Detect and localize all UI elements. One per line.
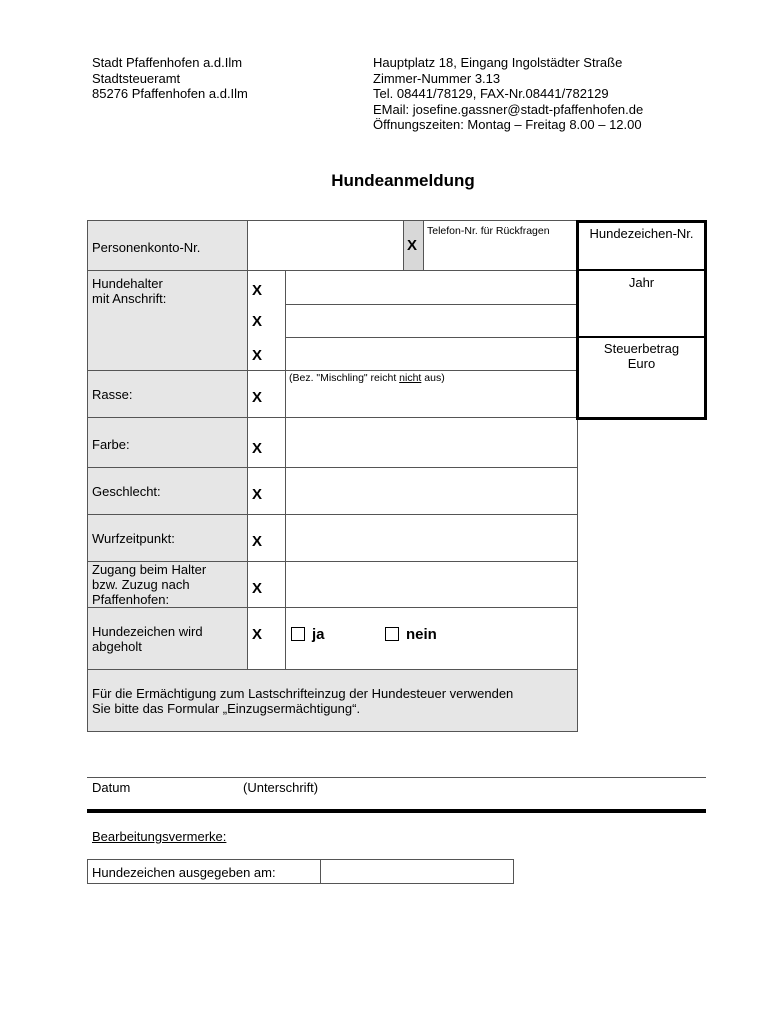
office-address: Hauptplatz 18, Eingang Ingolstädter Straße [373,55,623,70]
sender-department: Stadtsteueramt [92,70,181,86]
lastschrift-line2: Sie bitte das Formular „Einzugsermächtigung“. [92,701,361,716]
separator [87,809,706,813]
office-hours: Öffnungszeiten: Montag – Freitag 8.00 – 12.00 [373,117,642,133]
abgeholt-label-line1: Hundezeichen wird [92,624,203,639]
personenkonto-field[interactable] [248,221,403,270]
geschlecht-field[interactable] [286,468,577,514]
lastschrift-text [92,686,513,716]
datum-label: Datum [92,780,131,795]
sender-address [92,55,248,102]
zugang-field[interactable] [286,562,577,607]
rasse-label: Rasse: [92,387,133,402]
ja-label: ja [312,626,325,643]
office-room: Zimmer-Nummer 3.13 [373,70,501,86]
required-mark: X [252,486,263,503]
sender-city: 85276 Pfaffenhofen a.d.Ilm [92,86,248,102]
required-mark: X [252,440,263,457]
halter-label-line2: mit Anschrift: [92,291,167,306]
zugang-label-line1: Zugang beim Halter [92,562,207,577]
nein-checkbox[interactable] [385,627,399,641]
required-mark: X [252,626,263,643]
divider [87,370,578,371]
jahr-label: Jahr [628,275,655,290]
divider [87,607,578,608]
rasse-hint-suffix: aus) [421,372,445,384]
required-mark: X [252,533,263,550]
office-use-box [576,220,707,420]
divider [87,669,578,670]
zugang-label [92,562,206,607]
steuerbetrag-label [579,341,704,371]
bearbeitung-heading: Bearbeitungsvermerke: [92,829,227,844]
required-mark: X [252,347,263,364]
steuerbetrag-label-line1: Steuerbetrag [603,341,680,356]
office-info [373,55,643,133]
halter-label-line1: Hundehalter [92,276,163,291]
steuerbetrag-label-line2: Euro [627,356,656,371]
wurfzeitpunkt-field[interactable] [286,515,577,561]
hundezeichen-nr-label: Hundezeichen-Nr. [589,226,694,241]
divider [247,220,248,669]
divider [403,220,404,271]
farbe-label: Farbe: [92,437,130,452]
halter-label [92,276,166,306]
ausgegeben-label: Hundezeichen ausgegeben am: [92,865,276,880]
rasse-hint-prefix: (Bez. "Mischling" reicht [289,372,400,384]
divider [579,336,704,338]
farbe-field[interactable] [286,418,577,467]
rasse-hint-emphasis: nicht [399,372,422,384]
abgeholt-label [92,624,203,654]
telefon-label: Telefon-Nr. für Rückfragen [427,225,550,237]
halter-city-field[interactable] [286,338,577,370]
zugang-label-line3: Pfaffenhofen: [92,592,170,607]
geschlecht-label: Geschlecht: [92,484,161,499]
abgeholt-label-line2: abgeholt [92,639,142,654]
office-email: EMail: josefine.gassner@stadt-pfaffenhofen.de [373,101,644,117]
signature-line [87,777,706,778]
halter-name-field[interactable] [286,271,577,304]
ja-checkbox[interactable] [291,627,305,641]
divider [579,269,704,271]
office-phone: Tel. 08441/78129, FAX-Nr.08441/782129 [373,86,609,102]
nein-label: nein [406,626,437,643]
required-mark: X [252,389,263,406]
required-mark: X [252,313,263,330]
unterschrift-label: (Unterschrift) [243,780,319,795]
rasse-field[interactable] [286,386,577,417]
ausgegeben-field[interactable] [321,860,513,883]
telefon-field[interactable] [424,240,577,270]
sender-name: Stadt Pfaffenhofen a.d.Ilm [92,55,243,70]
zugang-label-line2: bzw. Zuzug nach [92,577,190,592]
wurfzeitpunkt-label: Wurfzeitpunkt: [92,531,175,546]
lastschrift-line1: Für die Ermächtigung zum Lastschrifteinzug der Hundesteuer verwenden [92,686,514,701]
required-mark: X [252,282,263,299]
rasse-hint [289,372,445,384]
personenkonto-label: Personenkonto-Nr. [92,240,201,255]
halter-street-field[interactable] [286,305,577,337]
page-title: Hundeanmeldung [331,171,475,190]
required-mark: X [252,580,263,597]
required-mark: X [407,237,418,254]
